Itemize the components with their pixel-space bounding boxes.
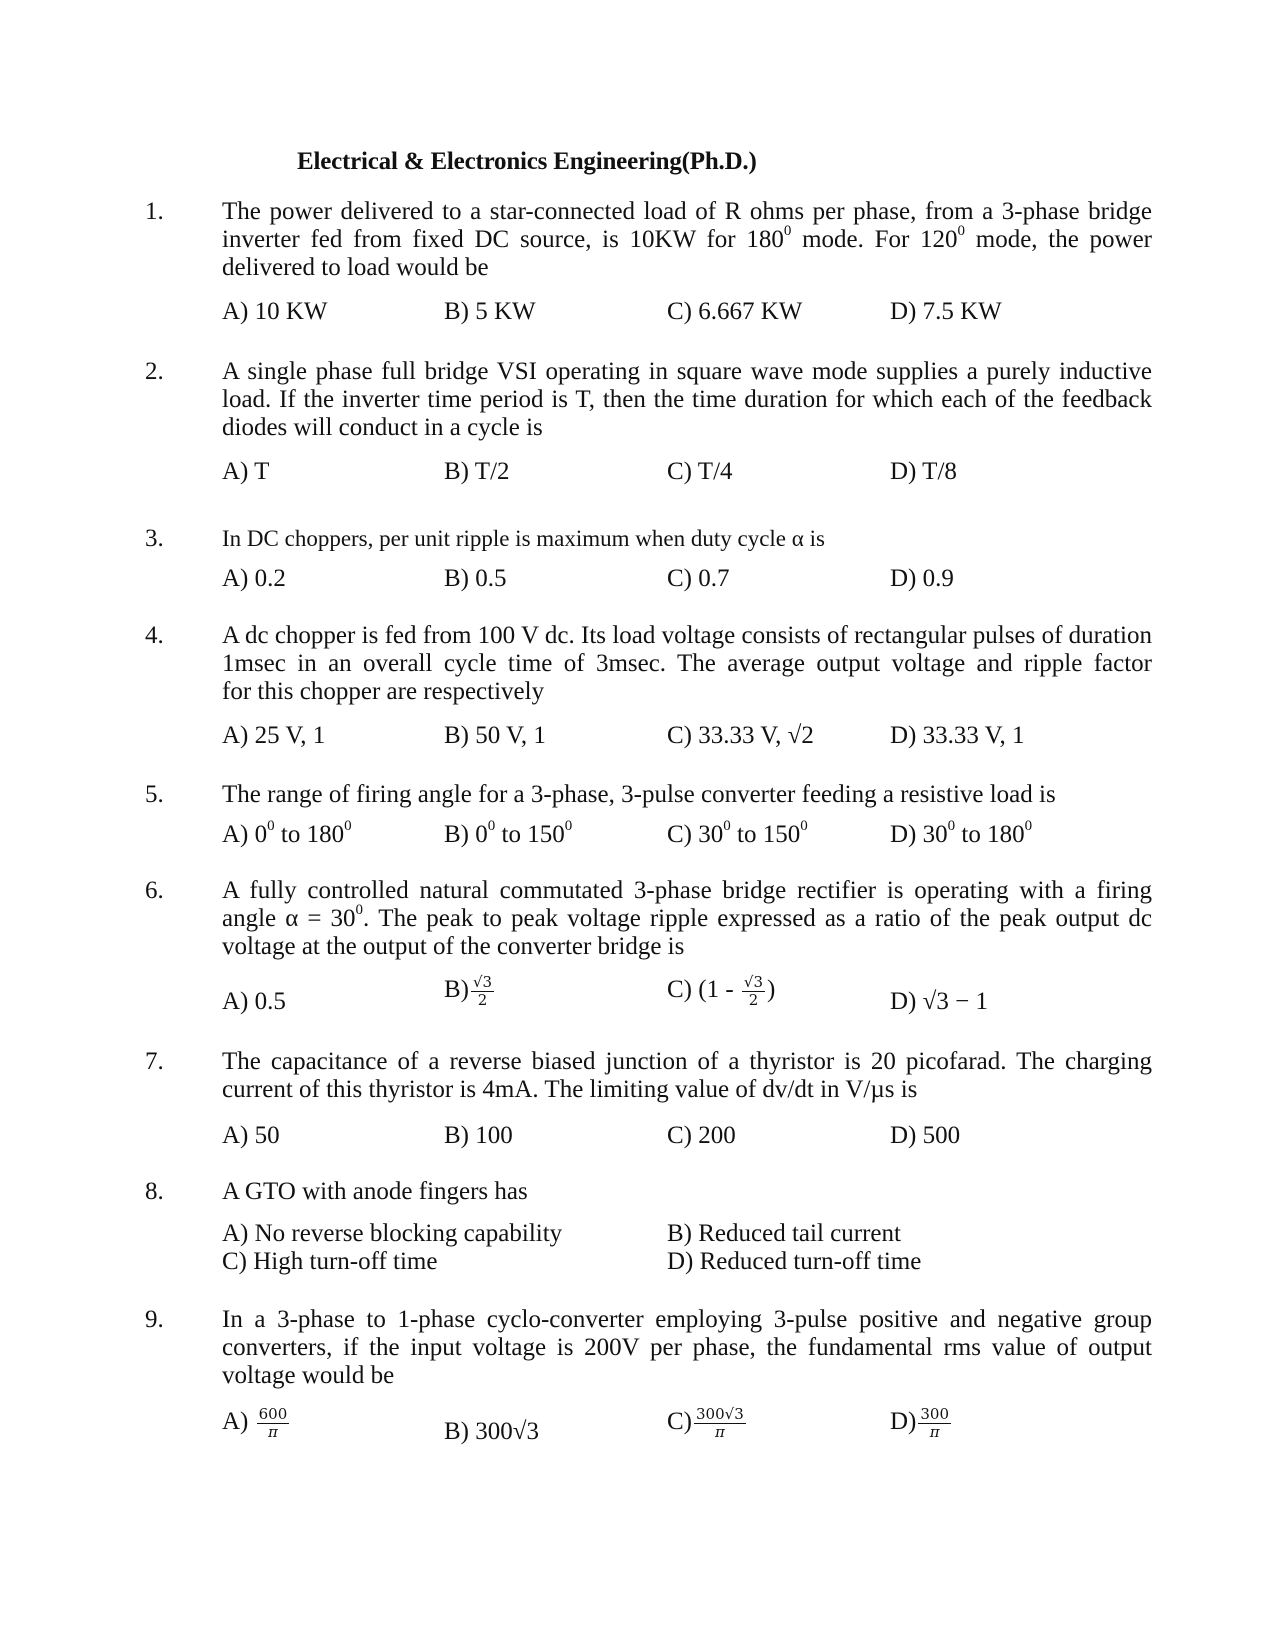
question-number: 3. <box>145 525 164 552</box>
question-text: A GTO with anode fingers has <box>222 1178 528 1205</box>
question-number: 5. <box>145 781 164 808</box>
option-c: C) (1 - $\frac{√3}{2}$ ) <box>667 973 776 1009</box>
fraction: $\frac{600}{\pi}$ <box>258 1405 288 1441</box>
option-a: A) 25 V, 1 <box>222 722 326 749</box>
option-b: B) Reduced tail current <box>667 1220 901 1247</box>
option-a: A) $\frac{600}{\pi}$ <box>222 1405 288 1441</box>
question-text: A dc chopper is fed from 100 V dc. Its load voltage consists of rectangular pulses of duration 1msec in an overall cycle time of 3msec. The average output voltage and ripple factor for this chopper are respectively <box>222 622 1196 705</box>
question-number: 7. <box>145 1048 164 1075</box>
option-d: D) Reduced turn-off time <box>667 1248 922 1275</box>
question-text: A fully controlled natural commutated 3-phase bridge rectifier is operating with a firing angle $\alpha = 30^0$. The peak to peak voltage ripple expressed as a ratio of the peak output dc voltage at the output of the converter bridge is <box>222 877 1152 960</box>
question-number: 8. <box>145 1178 164 1205</box>
option-d: D) $30^0$ to $180^0$ <box>890 818 1033 848</box>
option-d: D) T/8 <box>890 458 957 485</box>
fraction: $\frac{√3}{2}$ <box>473 973 493 1009</box>
option-d: D) 7.5 KW <box>890 298 1002 325</box>
option-d: D) 500 <box>890 1122 961 1149</box>
question-number: 9. <box>145 1306 164 1333</box>
option-c: C) 0.7 <box>667 565 730 592</box>
option-c: C) 6.667 KW <box>667 298 803 325</box>
option-a: A) 0.5 <box>222 988 286 1015</box>
option-a: A) $0^0$ to $180^0$ <box>222 818 352 848</box>
question-text: The power delivered to a star-connected load of R ohms per phase, from a 3-phase bridge inverter fed from fixed DC source, is 10KW for $180^0$ mode. For $120^0$ mode, the power delivered to load would be <box>222 198 1152 281</box>
question-number: 1. <box>145 198 164 225</box>
question-number: 6. <box>145 877 164 904</box>
option-a: A) 0.2 <box>222 565 286 592</box>
question-text: The range of firing angle for a 3-phase, 3-pulse converter feeding a resistive load is <box>222 781 1056 808</box>
question-text: A single phase full bridge VSI operating in square wave mode supplies a purely inductive load. If the inverter time period is T, then the time duration for which each of the feedback diodes will conduct in a cycle is <box>222 358 1152 441</box>
option-b: B) T/2 <box>444 458 510 485</box>
option-b: B) 100 <box>444 1122 513 1149</box>
question-number: 4. <box>145 622 164 649</box>
fraction: $\frac{300√3}{\pi}$ <box>696 1405 744 1441</box>
option-d: D) $\frac{300}{\pi}$ <box>890 1405 950 1441</box>
option-b: B) 5 KW <box>444 298 536 325</box>
page-title: Electrical & Electronics Engineering(Ph.D.) <box>297 148 757 175</box>
option-a: A) 10 KW <box>222 298 328 325</box>
option-c: C) $30^0$ to $150^0$ <box>667 818 808 848</box>
question-text: In DC choppers, per unit ripple is maximum when duty cycle α is <box>222 526 825 551</box>
option-c: C) $\frac{300√3}{\pi}$ <box>667 1405 744 1441</box>
option-c: C) High turn-off time <box>222 1248 438 1275</box>
option-a: A) 50 <box>222 1122 280 1149</box>
question-text: In a 3-phase to 1-phase cyclo-converter employing 3-pulse positive and negative group converters, if the input voltage is 200V per phase, the fundamental rms value of output voltage would be <box>222 1306 1152 1389</box>
fraction: $\frac{√3}{2}$ <box>743 973 764 1009</box>
option-d: D) √3 − 1 <box>890 988 988 1015</box>
option-d: D) 0.9 <box>890 565 954 592</box>
option-b: B) 50 V, 1 <box>444 722 546 749</box>
question-text: The capacitance of a reverse biased junction of a thyristor is 20 picofarad. The charging current of this thyristor is 4mA. The limiting value of dv/dt in V/µs is <box>222 1048 1152 1103</box>
fraction: $\frac{300}{\pi}$ <box>920 1405 950 1441</box>
option-c: C) 33.33 V, √2 <box>667 722 814 749</box>
option-c: C) T/4 <box>667 458 733 485</box>
option-c: C) 200 <box>667 1122 736 1149</box>
option-a: A) No reverse blocking capability <box>222 1220 563 1247</box>
option-b: B) 0.5 <box>444 565 507 592</box>
option-a: A) T <box>222 458 270 485</box>
question-number: 2. <box>145 358 164 385</box>
option-b: B) $0^0$ to $150^0$ <box>444 818 573 848</box>
option-b: B) 300√3 <box>444 1418 539 1445</box>
option-b: B) $\frac{√3}{2}$ <box>444 973 493 1009</box>
option-d: D) 33.33 V, 1 <box>890 722 1025 749</box>
